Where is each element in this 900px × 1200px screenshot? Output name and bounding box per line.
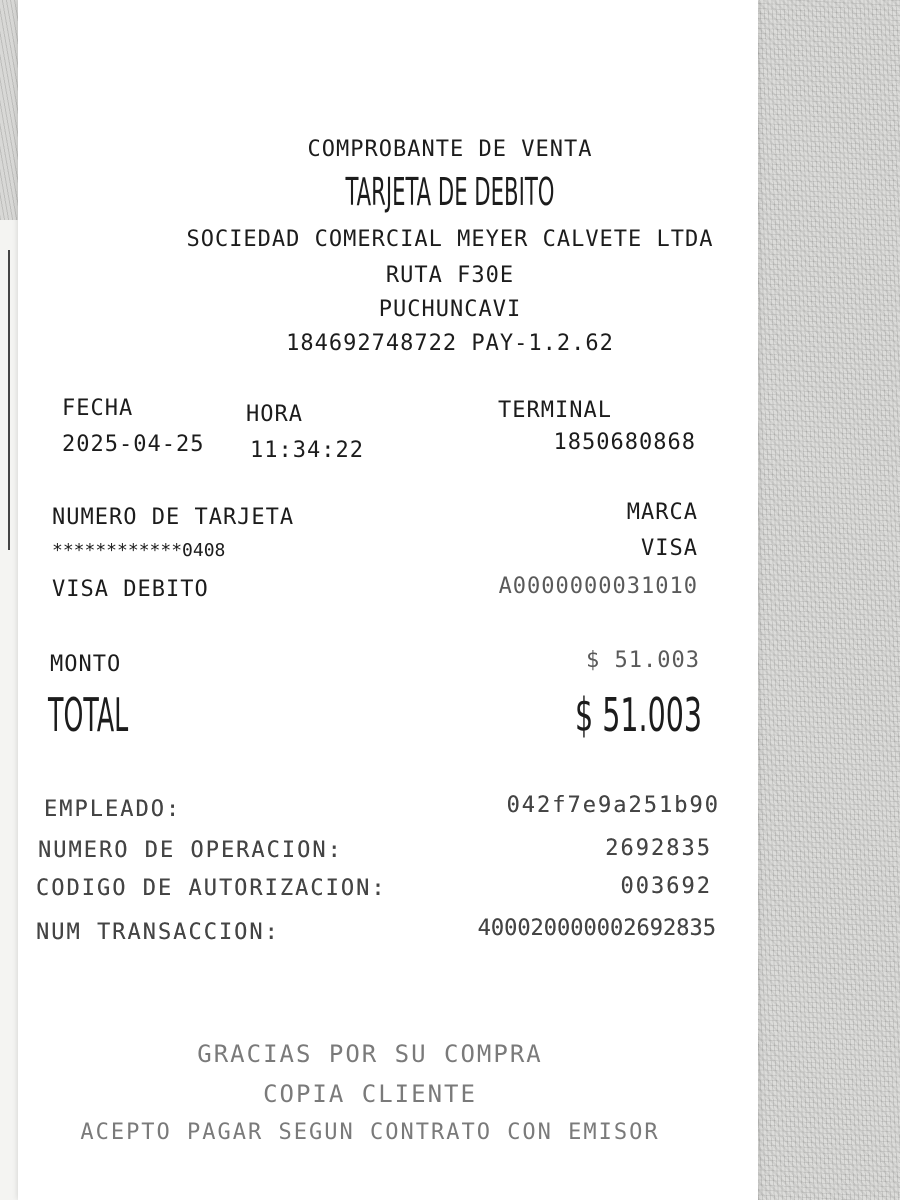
total-label-wrapper bbox=[48, 688, 194, 742]
hora-value: 11:34:22 bbox=[250, 438, 364, 463]
total-label: TOTAL bbox=[48, 688, 129, 742]
transaccion-value: 400020000002692835 bbox=[477, 916, 716, 941]
brand-value: VISA bbox=[641, 536, 698, 561]
terminal-value: 1850680868 bbox=[553, 430, 696, 455]
total-value: $ 51.003 bbox=[574, 688, 702, 742]
terminal-label: TERMINAL bbox=[498, 398, 612, 423]
merchant-name: SOCIEDAD COMERCIAL MEYER CALVETE LTDA bbox=[186, 227, 714, 252]
card-aid: A0000000031010 bbox=[498, 574, 698, 599]
card-number-label: NUMERO DE TARJETA bbox=[52, 505, 295, 530]
brand-label: MARCA bbox=[626, 500, 698, 525]
footer-copy: COPIA CLIENTE bbox=[263, 1080, 477, 1108]
merchant-city: PUCHUNCAVI bbox=[378, 297, 522, 322]
merchant-address: RUTA F30E bbox=[385, 263, 515, 288]
empleado-value: 042f7e9a251b90 bbox=[506, 793, 720, 818]
card-type-title: TARJETA DE DEBITO bbox=[345, 170, 555, 214]
operacion-value: 2692835 bbox=[605, 836, 712, 861]
card-number-value: ************0408 bbox=[52, 540, 226, 561]
autorizacion-value: 003692 bbox=[620, 874, 712, 899]
autorizacion-label: CODIGO DE AUTORIZACION: bbox=[36, 876, 387, 901]
voucher-type: COMPROBANTE DE VENTA bbox=[307, 137, 593, 162]
empleado-label: EMPLEADO: bbox=[44, 797, 182, 822]
hora-label: HORA bbox=[246, 402, 303, 427]
paper-edge-line bbox=[8, 250, 10, 550]
operacion-label: NUMERO DE OPERACION: bbox=[38, 838, 343, 863]
footer-agreement: ACEPTO PAGAR SEGUN CONTRATO CON EMISOR bbox=[80, 1120, 660, 1145]
footer-thanks: GRACIAS POR SU COMPRA bbox=[197, 1040, 543, 1068]
total-value-wrapper bbox=[430, 688, 702, 742]
transaccion-label: NUM TRANSACCION: bbox=[36, 920, 280, 945]
fecha-label: FECHA bbox=[62, 396, 134, 421]
monto-label: MONTO bbox=[50, 652, 122, 677]
card-name: VISA DEBITO bbox=[52, 577, 209, 602]
card-type-wrapper bbox=[0, 170, 900, 220]
merchant-id-version: 184692748722 PAY-1.2.62 bbox=[286, 331, 614, 356]
monto-value: $ 51.003 bbox=[586, 648, 700, 673]
fecha-value: 2025-04-25 bbox=[62, 432, 205, 457]
